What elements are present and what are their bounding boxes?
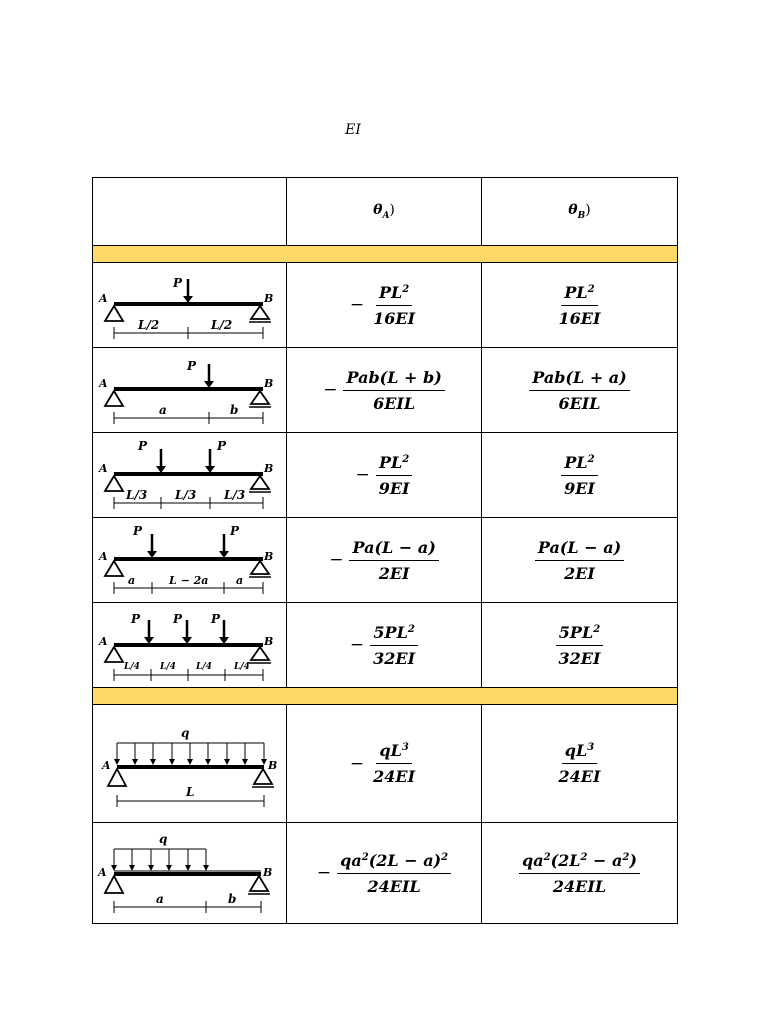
- support-label-b: B: [264, 462, 274, 475]
- beam-rotation-table: [92, 177, 678, 924]
- table-row: [93, 433, 678, 518]
- theta-b-value: $\frac{\text{Pab(L + a)}}{\text{6EIL}}$: [482, 348, 678, 433]
- theta-b-value: $\frac{qa^2(2L^2 - a^2)}{\text{24EIL}}$: [482, 823, 678, 924]
- beam-diagram-cell: [93, 433, 287, 518]
- load-label: P: [131, 612, 141, 626]
- table-row: [93, 705, 678, 823]
- support-label-b: B: [264, 377, 274, 390]
- dimension-label: L/4: [234, 662, 250, 672]
- header-theta-a: $\theta_A$): [287, 178, 482, 246]
- beam-diagram-cell: [93, 603, 287, 688]
- dimension-label: L/4: [124, 662, 140, 672]
- dimension-label: L − 2a: [169, 574, 209, 587]
- support-label-b: B: [264, 292, 274, 305]
- theta-b-value: $\frac{Pa(L - a)}{2EI}$: [482, 518, 678, 603]
- dimension-label: L/3: [126, 488, 148, 502]
- support-label-b: B: [264, 635, 274, 648]
- theta-b-value: $\frac{5PL^2}{32EI}$: [482, 603, 678, 688]
- dimension-label: L/4: [160, 662, 176, 672]
- beam-diagram-two-loads-symmetric: [93, 518, 287, 602]
- theta-a-value: − $\frac{\text{Pab(L + b)}}{\text{6EIL}}$: [287, 348, 482, 433]
- dimension-label: a: [128, 574, 136, 587]
- table-row: [93, 348, 678, 433]
- dimension-label: L/4: [196, 662, 212, 672]
- theta-b-value: $\frac{PL^2}{16EI}$: [482, 263, 678, 348]
- load-label: P: [138, 439, 148, 453]
- section-divider-distributed-loads: [93, 688, 678, 705]
- support-label-a: A: [99, 462, 108, 475]
- beam-diagram-cell: [93, 705, 287, 823]
- header-theta-b: $\theta_B$): [482, 178, 678, 246]
- dimension-label: a: [236, 574, 244, 587]
- beam-diagram-offset-load: [93, 348, 287, 432]
- load-label: P: [133, 524, 143, 538]
- dimension-label: L/3: [175, 488, 197, 502]
- load-label: q: [159, 832, 168, 846]
- beam-diagram-cell: [93, 518, 287, 603]
- theta-a-value: − $\frac{qL^3}{24EI}$: [287, 705, 482, 823]
- support-label-a: A: [99, 550, 108, 563]
- support-label-b: B: [268, 759, 278, 772]
- beam-diagram-two-loads-thirds: [93, 433, 287, 517]
- theta-b-value: $\frac{qL^3}{24EI}$: [482, 705, 678, 823]
- header-diagram-cell: [93, 178, 287, 246]
- beam-diagram-cell: [93, 348, 287, 433]
- theta-a-value: − $\frac{PL^2}{9EI}$: [287, 433, 482, 518]
- table-row: [93, 263, 678, 348]
- load-label: P: [217, 439, 227, 453]
- load-label: P: [211, 612, 221, 626]
- dimension-label: b: [230, 403, 239, 417]
- beam-diagram-partial-uniform-load: [93, 823, 287, 923]
- dimension-label: L/3: [224, 488, 246, 502]
- beam-diagram-three-loads: [93, 603, 287, 687]
- load-label: P: [173, 612, 183, 626]
- load-label: P: [230, 524, 240, 538]
- dimension-label: L: [186, 785, 195, 799]
- table-row: [93, 518, 678, 603]
- beam-diagram-cell: [93, 823, 287, 924]
- dimension-label: a: [159, 403, 167, 417]
- support-label-b: B: [264, 550, 274, 563]
- load-label: P: [187, 359, 197, 373]
- beam-diagram-center-load: [93, 263, 287, 347]
- beam-diagram-cell: [93, 263, 287, 348]
- dimension-label: a: [156, 892, 164, 906]
- table-row: [93, 603, 678, 688]
- section-divider-point-loads: [93, 246, 678, 263]
- support-label-a: A: [99, 635, 108, 648]
- dimension-label: L/2: [138, 318, 160, 332]
- support-label-a: A: [99, 377, 108, 390]
- page-title: EI: [345, 122, 361, 138]
- theta-a-value: − $\frac{Pa(L - a)}{2EI}$: [287, 518, 482, 603]
- support-label-b: B: [263, 866, 273, 879]
- beam-diagram-uniform-load: [93, 705, 287, 822]
- theta-a-value: − $\frac{5PL^2}{32EI}$: [287, 603, 482, 688]
- table-row: [93, 823, 678, 924]
- support-label-a: A: [99, 292, 108, 305]
- support-label-a: A: [102, 759, 111, 772]
- support-label-a: A: [98, 866, 107, 879]
- dimension-label: L/2: [211, 318, 233, 332]
- load-label: q: [181, 726, 190, 740]
- dimension-label: b: [228, 892, 237, 906]
- theta-b-value: $\frac{PL^2}{9EI}$: [482, 433, 678, 518]
- theta-a-value: − $\frac{PL^2}{16EI}$: [287, 263, 482, 348]
- table-header-row: [93, 178, 678, 246]
- theta-a-value: − $\frac{qa^2(2L - a)^2}{\text{24EIL}}$: [287, 823, 482, 924]
- load-label: P: [173, 276, 183, 290]
